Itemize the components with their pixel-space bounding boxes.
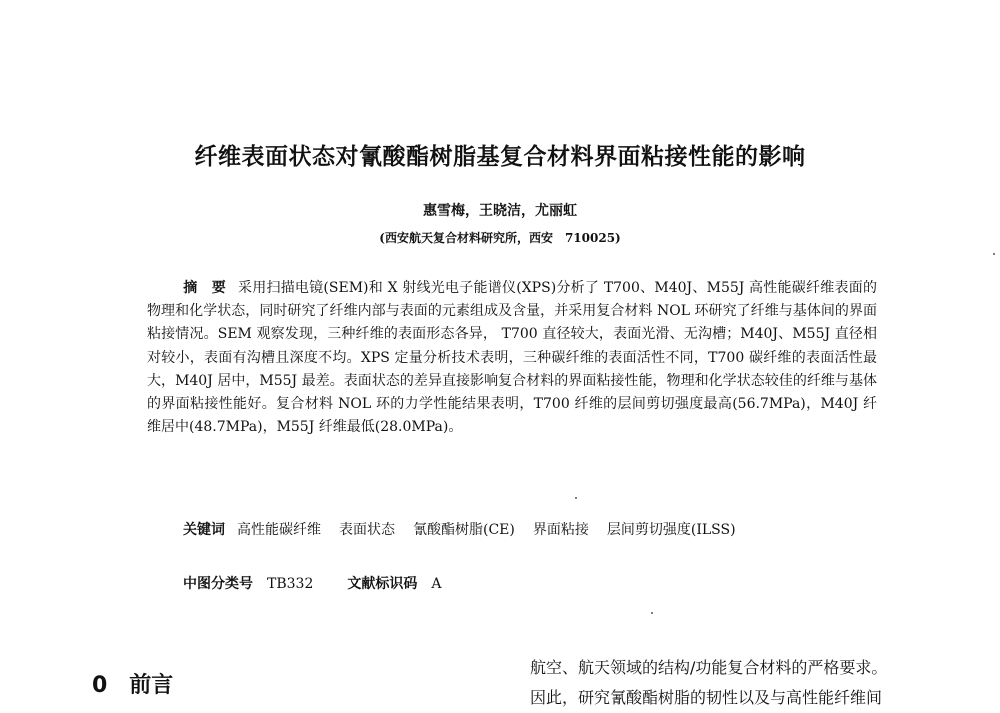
keywords-block <box>147 519 887 542</box>
body-line: 航空、航天领域的结构/功能复合材料的严格要求。 <box>530 658 888 677</box>
keyword-item: 表面状态 <box>339 522 395 538</box>
scan-speck <box>575 497 577 499</box>
abstract-text: 采用扫描电镜(SEM)和 X 射线光电子能谱仪(XPS)分析了 T700、M40J、M55J 高性能碳纤维表面的物理和化学状态，同时研究了纤维内部与表面的元素组成及含量，并采用复合材料 NOL 环研究了纤维与基体间的界面粘接情况。SEM 观察发现，三种纤维的表面形态各异， T700 直径较大，表面光滑、无沟槽；M40J、M55J 直径相对较小，表面有沟槽且深度不均。XPS 定量分析技术表明，三种碳纤维的表面活性不同，T700 碳纤维的表面活性最大，M40J 居中，M55J 最差。表面状态的差异直接影响复合材料的界面粘接性能，物理和化学状态较佳的纤维与基体的界面粘接性能好。复合材料 NOL 环的力学性能结果表明，T700 纤维的层间剪切强度最高(56.7MPa)，M40J 纤维居中(48.7MPa)，M55J 纤维最低(28.0MPa)。 <box>147 280 877 436</box>
scan-speck <box>993 253 995 255</box>
author-list: 惠雪梅，王晓洁，尤丽虹 <box>423 203 577 219</box>
keyword-item: 氰酸酯树脂(CE) <box>413 522 515 538</box>
affiliation: (西安航天复合材料研究所，西安 710025) <box>379 231 621 245</box>
doc-code-label: 文献标识码 <box>347 576 418 592</box>
paper-title: 纤维表面状态对氰酸酯树脂基复合材料界面粘接性能的影响 <box>194 144 806 170</box>
keywords-label: 关键词 <box>183 522 225 538</box>
keyword-item: 层间剪切强度(ILSS) <box>606 522 736 538</box>
section-heading: 0 前言 <box>92 673 174 698</box>
scan-speck <box>651 612 653 614</box>
classification-line <box>183 573 441 593</box>
clc-label: 中图分类号 <box>183 576 253 592</box>
doc-code-value: A <box>431 576 442 592</box>
body-line: 因此，研究氰酸酯树脂的韧性以及与高性能纤维间 <box>530 688 883 707</box>
abstract-label: 摘 要 <box>183 280 226 296</box>
clc-value: TB332 <box>267 576 314 592</box>
body-text-right-column <box>530 653 950 713</box>
keyword-item: 高性能碳纤维 <box>237 522 321 538</box>
abstract-block <box>147 277 877 439</box>
keyword-item: 界面粘接 <box>532 522 589 538</box>
